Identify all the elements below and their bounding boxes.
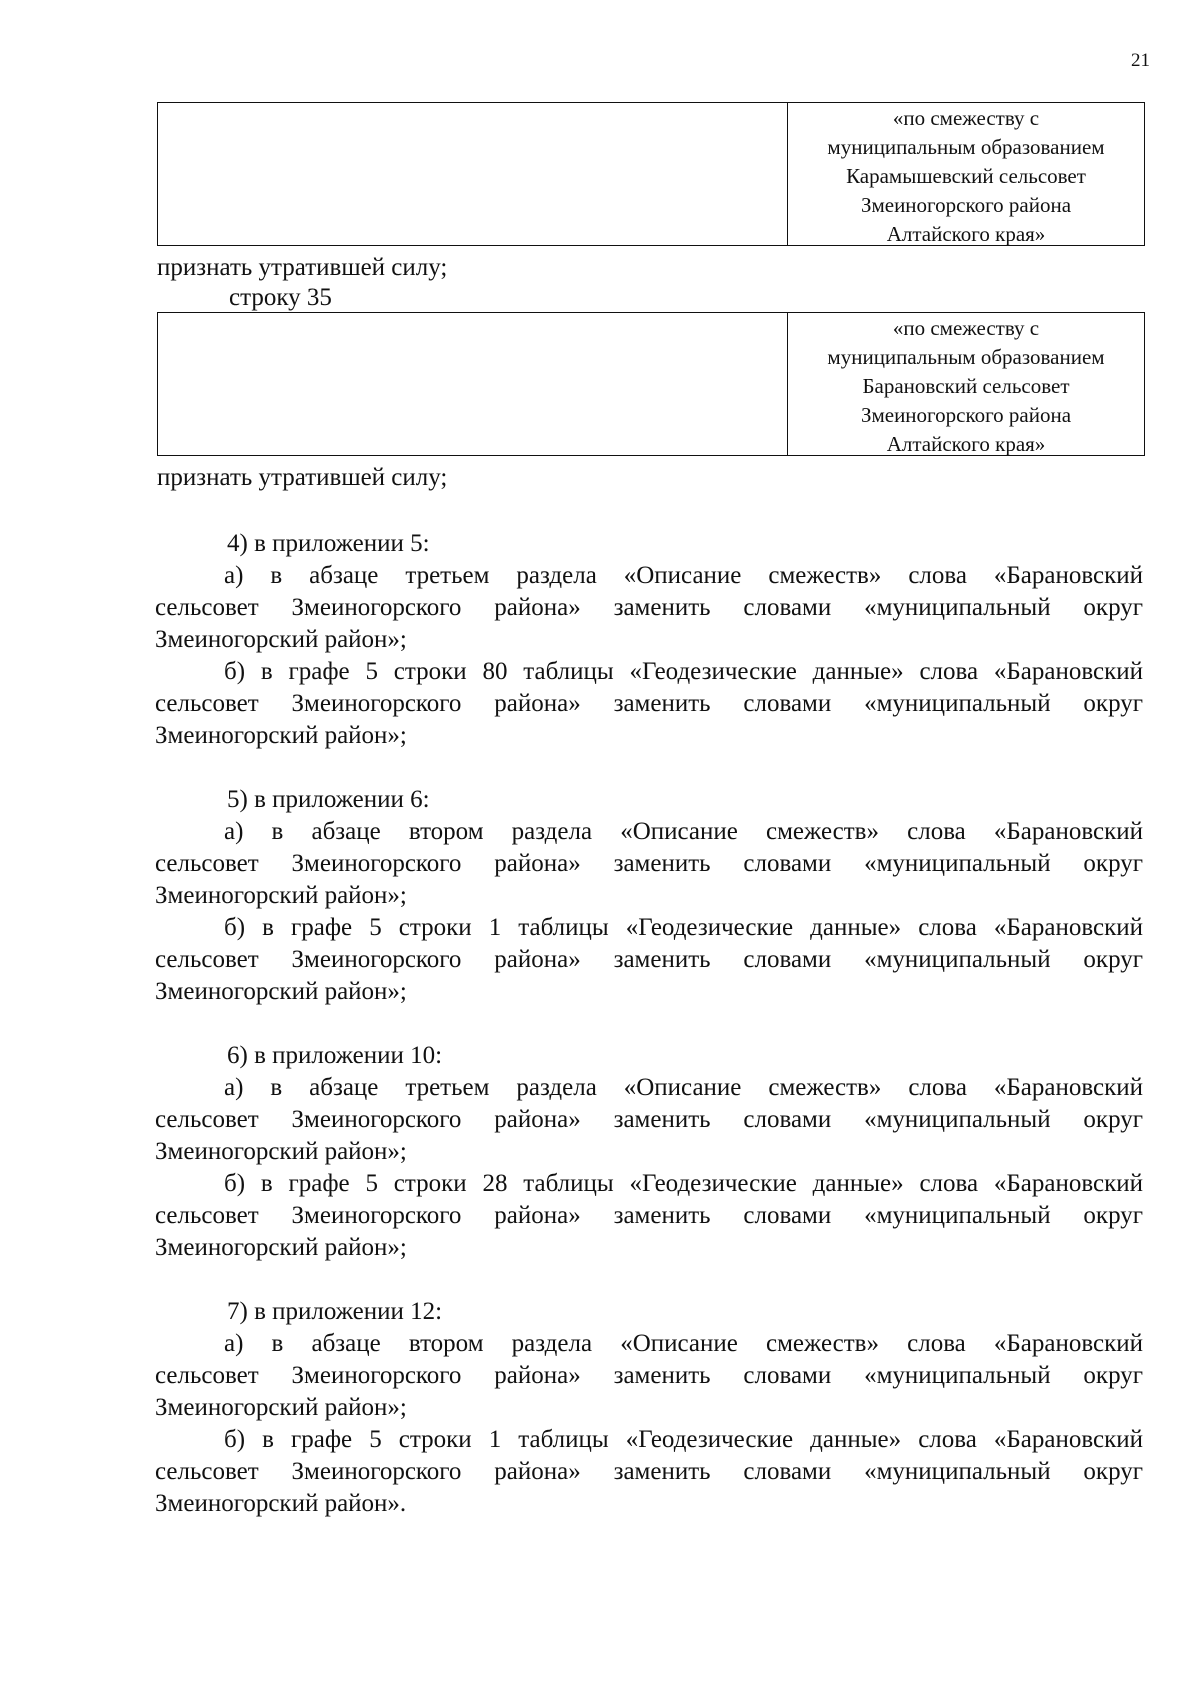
para-line: Змеиногорский район»; [155, 1234, 407, 1261]
para-line: а) в абзаце третьем раздела «Описание смежеств» слова «Барановский [224, 1074, 1143, 1101]
item-paragraph-b [155, 1424, 1143, 1520]
para-line: Змеиногорский район»; [155, 722, 407, 749]
table-cell-text [788, 103, 1144, 245]
para-line: а) в абзаце втором раздела «Описание смежеств» слова «Барановский [224, 1330, 1143, 1357]
cell-line: Змеиногорского района [860, 403, 1072, 427]
item-paragraph-b [155, 656, 1143, 752]
cell-line: Змеиногорского района [860, 193, 1072, 217]
recognize-invalid-text: признать утратившей силу; [157, 464, 448, 491]
item-heading: 7) в приложении 12: [227, 1298, 443, 1325]
para-line: сельсовет Змеиногорского района» заменить словами «муниципальный округ [155, 1362, 1143, 1389]
para-line: Змеиногорский район»; [155, 978, 407, 1005]
para-line: а) в абзаце втором раздела «Описание смежеств» слова «Барановский [224, 818, 1143, 845]
para-line: б) в графе 5 строки 28 таблицы «Геодезические данные» слова «Барановский [224, 1170, 1143, 1197]
cell-line: Барановский сельсовет [862, 374, 1070, 398]
para-line: сельсовет Змеиногорского района» заменить словами «муниципальный округ [155, 850, 1143, 877]
para-line: б) в графе 5 строки 1 таблицы «Геодезические данные» слова «Барановский [224, 1426, 1143, 1453]
cell-line: муниципальным образованием [827, 135, 1105, 159]
amendment-table-row [157, 312, 1145, 456]
item-paragraph-a [155, 1072, 1143, 1168]
cell-line: Алтайского края» [886, 222, 1046, 246]
cell-line: «по смежеству с [892, 106, 1040, 130]
cell-line: муниципальным образованием [827, 345, 1105, 369]
item-paragraph-b [155, 1168, 1143, 1264]
table-cell-empty [158, 313, 788, 455]
cell-line: «по смежеству с [892, 316, 1040, 340]
recognize-invalid-text: признать утратившей силу; [157, 254, 448, 281]
item-paragraph-a [155, 560, 1143, 656]
para-line: Змеиногорский район»; [155, 1394, 407, 1421]
para-line: сельсовет Змеиногорского района» заменить словами «муниципальный округ [155, 946, 1143, 973]
para-line: Змеиногорский район»; [155, 1138, 407, 1165]
row-35-label: строку 35 [229, 284, 332, 311]
table-cell-empty [158, 103, 788, 245]
item-heading: 4) в приложении 5: [227, 530, 430, 557]
para-line: Змеиногорский район»; [155, 882, 407, 909]
item-paragraph-a [155, 1328, 1143, 1424]
para-line: сельсовет Змеиногорского района» заменить словами «муниципальный округ [155, 1202, 1143, 1229]
cell-line: Алтайского края» [886, 432, 1046, 456]
para-line: Змеиногорский район». [155, 1490, 407, 1517]
para-line: б) в графе 5 строки 80 таблицы «Геодезические данные» слова «Барановский [224, 658, 1143, 685]
para-line: сельсовет Змеиногорского района» заменить словами «муниципальный округ [155, 594, 1143, 621]
page-number: 21 [1131, 50, 1150, 71]
para-line: сельсовет Змеиногорского района» заменить словами «муниципальный округ [155, 690, 1143, 717]
para-line: сельсовет Змеиногорского района» заменить словами «муниципальный округ [155, 1106, 1143, 1133]
item-heading: 5) в приложении 6: [227, 786, 430, 813]
para-line: сельсовет Змеиногорского района» заменить словами «муниципальный округ [155, 1458, 1143, 1485]
item-paragraph-a [155, 816, 1143, 912]
amendment-table-row [157, 102, 1145, 246]
para-line: б) в графе 5 строки 1 таблицы «Геодезические данные» слова «Барановский [224, 914, 1143, 941]
cell-line: Карамышевский сельсовет [846, 164, 1086, 188]
table-cell-text [788, 313, 1144, 455]
para-line: а) в абзаце третьем раздела «Описание смежеств» слова «Барановский [224, 562, 1143, 589]
item-heading: 6) в приложении 10: [227, 1042, 443, 1069]
para-line: Змеиногорский район»; [155, 626, 407, 653]
item-paragraph-b [155, 912, 1143, 1008]
